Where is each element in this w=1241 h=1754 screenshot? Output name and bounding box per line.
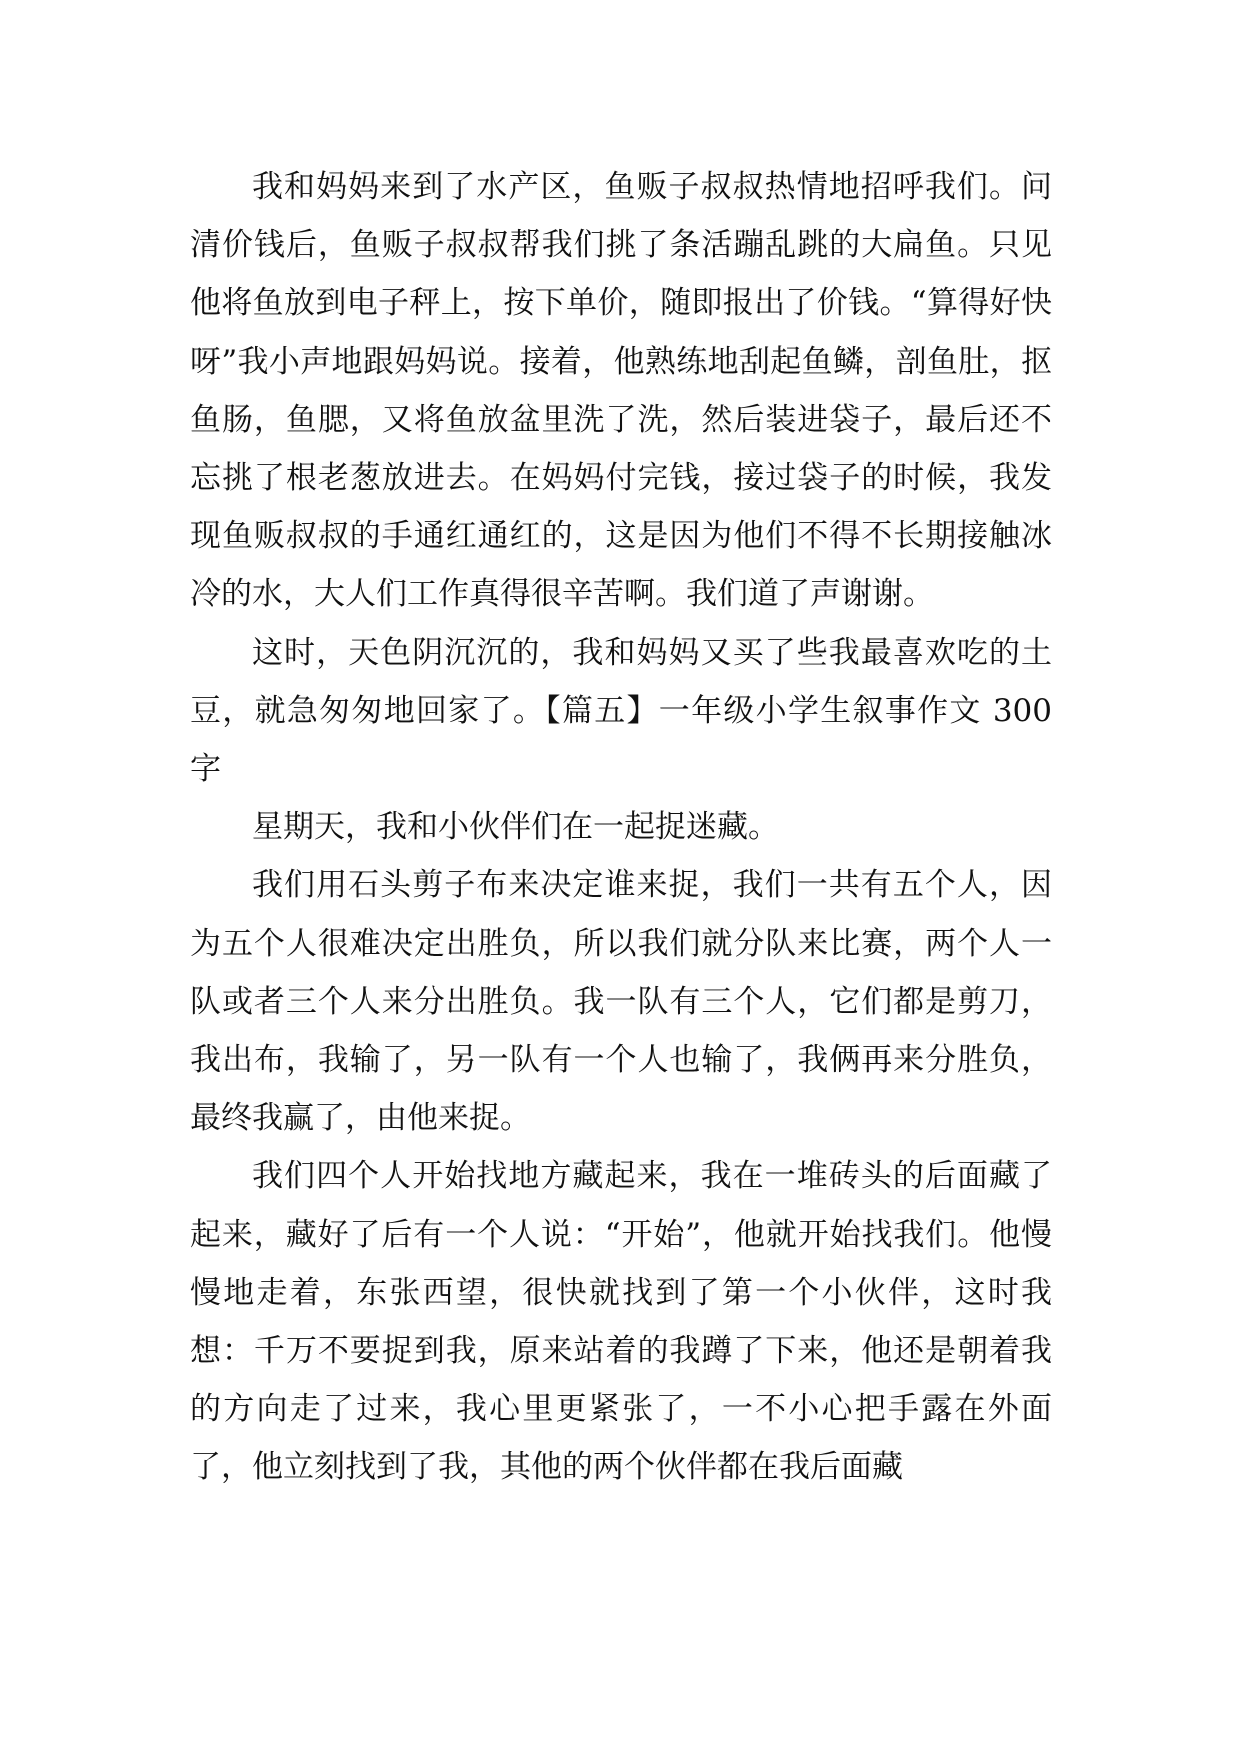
paragraph-rock-paper-scissors: 我们用石头剪子布来决定谁来捉，我们一共有五个人，因为五个人很难决定出胜负，所以我们就分队来比赛，两个人一队或者三个人来分出胜负。我一队有三个人，它们都是剪刀，我出布，我输了，另一队有一个人也输了，我俩再来分胜负，最终我赢了，由他来捉。 — [190, 867, 1052, 1137]
paragraph-hiding: 我们四个人开始找地方藏起来，我在一堆砖头的后面藏了起来，藏好了后有一个人说：“开始”，他就开始找我们。他慢慢地走着，东张西望，很快就找到了第一个小伙伴，这时我想：千万不要捉到我，原来站着的我蹲了下来，他还是朝着我的方向走了过来，我心里更紧张了，一不小心把手露在外面了，他立刻找到了我，其他的两个伙伴都在我后面藏 — [190, 1158, 1052, 1486]
paragraph-fish-market: 我和妈妈来到了水产区，鱼贩子叔叔热情地招呼我们。问清价钱后，鱼贩子叔叔帮我们挑了条活蹦乱跳的大扁鱼。只见他将鱼放到电子秤上，按下单价，随即报出了价钱。“算得好快呀”我小声地跟妈妈说。接着，他熟练地刮起鱼鳞，剖鱼肚，抠鱼肠，鱼腮，又将鱼放盆里洗了洗，然后装进袋子，最后还不忘挑了根老葱放进去。在妈妈付完钱，接过袋子的时候，我发现鱼贩叔叔的手通红通红的，这是因为他们不得不长期接触冰冷的水，大人们工作真得很辛苦啊。我们道了声谢谢。 — [190, 169, 1052, 613]
paragraph-hide-and-seek-intro: 星期天，我和小伙伴们在一起捉迷藏。 — [252, 809, 779, 846]
document-page — [190, 158, 1052, 1497]
paragraph-going-home: 这时，天色阴沉沉的，我和妈妈又买了些我最喜欢吃的土豆，就急匆匆地回家了。【篇五】一年级小学生叙事作文 300 字 — [190, 634, 1052, 788]
